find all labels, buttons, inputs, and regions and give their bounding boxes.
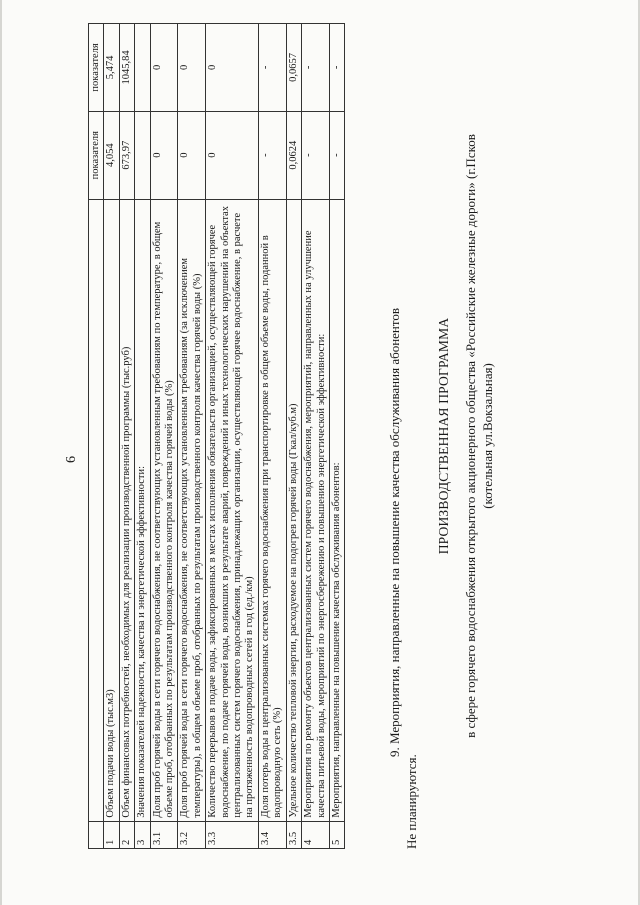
header-cell-v2: показателя <box>89 24 104 112</box>
row-name: Объем финансовых потребностей, необходимых для реализации производственной программы (тыс.руб) <box>119 199 134 821</box>
row-value-1: 673,97 <box>119 111 134 199</box>
row-value-1: - <box>302 111 330 199</box>
program-subtitle-line-2: (котельная ул.Вокзальная) <box>480 363 495 509</box>
row-number: 3 <box>135 821 150 848</box>
row-value-2: - <box>329 24 344 112</box>
row-number: 3.3 <box>206 821 259 848</box>
row-name: Объем подачи воды (тыс.м3) <box>104 199 119 821</box>
row-number: 5 <box>329 821 344 848</box>
table-row <box>302 24 330 849</box>
row-value-2: - <box>302 24 330 112</box>
row-value-2: 1045,84 <box>119 24 134 112</box>
row-number: 3.5 <box>286 821 301 848</box>
row-number: 1 <box>104 821 119 848</box>
row-value-1: 0,0624 <box>286 111 301 199</box>
table-header-row <box>89 24 104 849</box>
row-value-2: 0 <box>150 24 178 112</box>
row-name: Удельное количество тепловой энергии, расходуемое на подогрев горячей воды (Гкал/куб.м) <box>286 199 301 821</box>
table-row <box>258 24 286 849</box>
table-row <box>104 24 119 849</box>
section-9-heading: 9. Мероприятия, направленные на повышение качества обслуживания абонентов <box>387 307 402 757</box>
row-value-1: 4,054 <box>104 111 119 199</box>
row-name: Доля проб горячей воды в сети горячего водоснабжения, не соответствующих установленным требованиям по температуре, в общем объеме проб, отобранных по результатам производственного контроля качества горячей воды (%) <box>150 199 178 821</box>
section-9 <box>386 308 420 849</box>
header-cell-num <box>89 821 104 848</box>
table-row <box>286 24 301 849</box>
row-name: Мероприятия по ремонту объектов централизованных систем горячего водоснабжения, мероприятий, направленных на улучшение качества питьевой воды, мероприятий по энергосбережению и повышению энергетической эффективности: <box>302 199 330 821</box>
program-subtitle-line-1: в сфере горячего водоснабжения открытого акционерного общества «Российские железные дороги» (г.Псков <box>463 134 478 738</box>
row-number: 3.1 <box>150 821 178 848</box>
row-value-2: 0,0657 <box>286 24 301 112</box>
indicators-table <box>88 23 345 849</box>
row-number: 2 <box>119 821 134 848</box>
row-name: Доля потерь воды в централизованных системах горячего водоснабжения при транспортировке в общем объеме воды, поданной в водопроводную сеть (%) <box>258 199 286 821</box>
table-row <box>135 24 150 849</box>
row-name: Мероприятия, направленные на повышение качества обслуживания абонентов: <box>329 199 344 821</box>
row-value-2: 0 <box>206 24 259 112</box>
row-number: 3.2 <box>178 821 206 848</box>
table-row <box>178 24 206 849</box>
section-9-text: Не планируются. <box>404 754 419 849</box>
table-row <box>150 24 178 849</box>
row-value-1 <box>135 111 150 199</box>
program-title: ПРОИЗВОДСТВЕННАЯ ПРОГРАММА <box>436 317 451 555</box>
page-number: 6 <box>64 456 79 463</box>
row-value-1: 0 <box>178 111 206 199</box>
row-value-1: 0 <box>206 111 259 199</box>
row-number: 4 <box>302 821 330 848</box>
header-cell-v1: показателя <box>89 111 104 199</box>
row-name: Доля проб горячей воды в сети горячего водоснабжения, не соответствующих установленным требованиям (за исключением температуры), в общем объеме проб, отобранных по результатам производственного контроля качества горячей воды (%) <box>178 199 206 821</box>
row-name: Количество перерывов в подаче воды, зафиксированных в местах исполнения обязательств организацией, осуществляющей горячее водоснабжение, по подаче горячей воды, возникших в результате аварий, повреждений и иных технологических нарушений на объектах централизованных систем горячего водоснабжения, принадлежащих организации, осуществляющей горячее водоснабжение, в расчете на протяженность водопроводных сетей в год (ед./км) <box>206 199 259 821</box>
row-name: Значения показателей надежности, качества и энергетической эффективности: <box>135 199 150 821</box>
row-value-2: 0 <box>178 24 206 112</box>
table-row <box>206 24 259 849</box>
row-value-2: - <box>258 24 286 112</box>
header-cell-name <box>89 199 104 821</box>
row-value-1: 0 <box>150 111 178 199</box>
table-row <box>329 24 344 849</box>
row-value-2: 5,474 <box>104 24 119 112</box>
row-value-1: - <box>258 111 286 199</box>
row-number: 3.4 <box>258 821 286 848</box>
row-value-2 <box>135 24 150 112</box>
row-value-1: - <box>329 111 344 199</box>
program-block <box>436 23 496 849</box>
table-row <box>119 24 134 849</box>
